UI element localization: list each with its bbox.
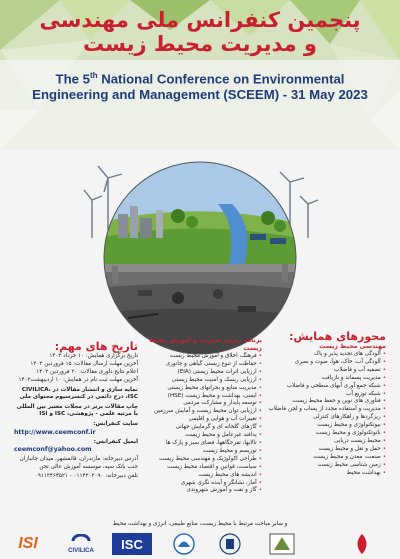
earth-illustration <box>68 118 332 358</box>
website-link[interactable]: http://www.ceemconf.ir <box>14 428 96 436</box>
civil-emblem-icon <box>172 532 196 556</box>
list-item: • آلودگی های تجدید پذیر و پاک <box>270 351 386 359</box>
persian-title-line2: و مدیریت محیط زیست <box>83 32 317 56</box>
list-item: • تصفیه آب و فاضلاب <box>270 367 386 375</box>
list-item: • محیط زیست دریایی <box>270 438 386 446</box>
list-item: • شبکه توزیع آب <box>270 391 386 399</box>
list-item: • ارزیابی اثرات محیط زیستی (EIA) <box>142 369 262 377</box>
website-label: سایت کنفرانس: <box>93 421 138 427</box>
list-item: • صنعت، معدن و محیط زیست <box>270 454 386 462</box>
english-title-line2: Engineering and Management (SCEEM) - 31 May 2023 <box>32 87 368 103</box>
sponsor-logos <box>0 531 400 559</box>
tajan-emblem-icon <box>268 532 296 556</box>
list-item: • مدیریت منابع و بحرانهای محیط زیستی <box>142 385 262 393</box>
list-item: • تالابها، تفرجگاهها، فضای سبز و پارک ها <box>142 440 262 448</box>
phone-text: تلفن دبیرخانه: ۰۱۱۴۲۰۲۰۹۰ - ۰۹۱۱۳۴۶۴۵۲۱ <box>34 473 138 480</box>
axes-heading: محورهای همایش: <box>289 330 386 343</box>
list-item: • بهداشت محیط <box>270 470 386 478</box>
civilica-label: CIVILICA <box>68 548 94 554</box>
iran-emblem <box>342 531 382 557</box>
dates-heading: تاریخ های مهم: <box>54 340 138 353</box>
list-item: • حفاظت از تنوع زیستی گیاهی و جانوری <box>142 361 262 369</box>
conference-axes <box>270 330 386 520</box>
university-emblem-icon <box>218 532 242 556</box>
indexing-note: نمایه سازی و انتشار مقالات در CIVILICA، ISC، درج دائمی در کنسرسیوم محتوای ملی <box>19 386 138 401</box>
list-item: • زمین شناسی محیط زیست <box>270 462 386 470</box>
persian-title-line1: پنجمین کنفرانس ملی مهندسی <box>39 8 361 32</box>
list-item: آخرین مهلت ارسال مقالات: ۱۵ فروردین ۱۴۰۲ <box>30 360 138 367</box>
civilica-icon <box>71 534 91 548</box>
address-text: آدرس دبیرخانه: مازندران، قائمشهر، میدان جانبازان جنب بانک سپه، موسسه آموزش عالی تجن <box>19 456 138 470</box>
axes-list <box>270 351 386 478</box>
list-item: آخرین مهلت ثبت نام در همایش: ۱۰ اردیبهشت۱۴۰۲ <box>18 376 138 383</box>
planning-heading: برنامه ریزی، مدیریت و آموزش محیط زیست <box>149 337 262 352</box>
list-item: • تغییرات آب و هوایی و اقلیمی <box>142 416 262 424</box>
english-title-sup: th <box>89 71 98 80</box>
footer-note: و سایر مباحث مرتبط با محیط زیست، منابع طبیعی، انرژی و بهداشت محیط <box>112 521 288 527</box>
list-item: • سیاست، قوانین و اقتصاد محیط زیست <box>142 464 262 472</box>
list-item: • مدیریت پسماند و بازیافت <box>270 375 386 383</box>
tajan-logo <box>262 531 302 557</box>
list-item: • گاز و نفت و آموزش شهروندی <box>142 487 262 495</box>
english-title-pre: The 5 <box>55 71 90 87</box>
university-logo <box>212 531 248 557</box>
publication-note: چاپ مقالات برتر در مجلات معتبر بین المللی با مرتبه علمی - پژوهشی، ISC و ISI <box>16 403 138 418</box>
list-item: • ایمنی، بهداشت و محیط زیست (HSE) <box>142 393 262 401</box>
iran-emblem-icon <box>351 532 373 556</box>
list-item: • حمل و نقل و محیط زیست <box>270 446 386 454</box>
list-item: • بیوتکنولوژی و محیط زیست <box>270 422 386 430</box>
list-item: • طراحی اکولوژیک و مهندسی محیط زیست <box>142 456 262 464</box>
list-item: • شبکه جمع آوری آبهای سطحی و فاضلاب <box>270 383 386 391</box>
list-item: • اندیشه های محیط زیست <box>142 472 262 480</box>
list-item: • مدیریت و استفاده مجدد از پساب و لجن فاضلاب <box>270 406 386 414</box>
axes-subheading: مهندسی محیط زیست <box>319 343 386 350</box>
list-item: اعلام نتایج داوری مقالات: ۲۰ فروردین ۱۴۰۲ <box>36 368 138 375</box>
email-label: ایمیل کنفرانس: <box>93 438 138 445</box>
list-item: • توسعه پایدار و مشارکت مردمی <box>142 400 262 408</box>
dates-list <box>14 353 138 385</box>
list-item: • ریزگردها و راهکارهای کنترلی <box>270 414 386 422</box>
planning-section <box>142 337 262 527</box>
list-item: تاریخ برگزاری همایش: ۱۰ خرداد ۱۴۰۲ <box>49 353 138 359</box>
dates-section <box>14 340 138 530</box>
isi-logo: ISI <box>18 535 38 552</box>
civil-logo <box>166 531 202 557</box>
list-item: • آلودگی آب، خاک، هوا، صوت و بصری <box>270 359 386 367</box>
list-item: • ارزیابی توان محیط زیست و آمایش سرزمین <box>142 408 262 416</box>
list-item: • ارزیابی ریسک و امنیت محیط زیستی <box>142 377 262 385</box>
list-item: • فرهنگ، اخلاق و آموزش محیط زیست <box>142 353 262 361</box>
english-title <box>0 68 400 103</box>
list-item: • گازهای گلخانه ای و گرمایش جهانی <box>142 424 262 432</box>
persian-title <box>0 8 400 56</box>
english-title-post: National Conference on Environmental <box>97 71 345 87</box>
list-item: • پدافند غیرعامل و محیط زیست <box>142 432 262 440</box>
list-item: • توریسم و محیط زیست <box>142 448 262 456</box>
email-link[interactable]: ceemconf@yahoo.com <box>14 446 92 454</box>
list-item: • آمار، نشانگر و آینده نگری شهری <box>142 480 262 488</box>
civilica-logo <box>58 531 104 557</box>
planning-list <box>142 353 262 495</box>
list-item: • نانوتکنولوژی و محیط زیست <box>270 430 386 438</box>
list-item: • فناوری های نوین و حفظ محیط زیست <box>270 398 386 406</box>
isc-logo: ISC <box>112 533 152 555</box>
